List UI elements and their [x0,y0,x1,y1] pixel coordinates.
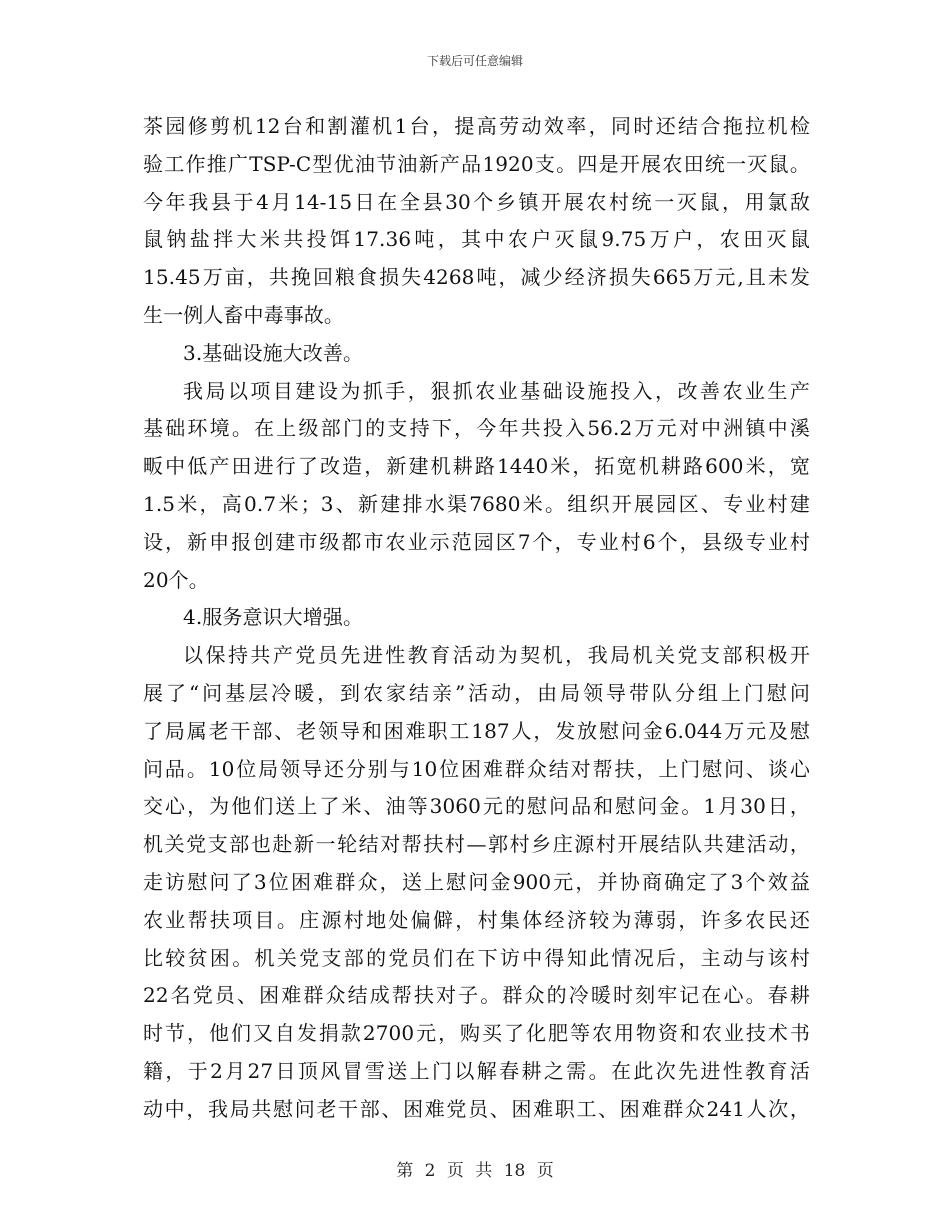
text-line: 动中，我局共慰问老干部、困难党员、困难职工、困难群众241人次， [143,1096,810,1121]
page-header-note: 下载后可任意编辑 [426,54,523,68]
text-line: 今年我县于4月14-15日在全县30个乡镇开展农村统一灭鼠，用氯敌 [143,189,810,214]
text-line: 农业帮扶项目。庄源村地处偏僻，村集体经济较为薄弱，许多农民还 [143,907,810,932]
text-line: 走访慰问了3位困难群众，送上慰问金900元，并协商确定了3个效益 [143,869,810,894]
text-line: 问品。10位局领导还分别与10位困难群众结对帮扶，上门慰问、谈心 [143,756,810,781]
text-line: 交心，为他们送上了米、油等3060元的慰问品和慰问金。1月30日， [143,794,810,819]
text-line: 机关党支部也赴新一轮结对帮扶村—郭村乡庄源村开展结队共建活动， [143,832,810,857]
text-line: 20个。 [143,567,209,592]
text-line: 茶园修剪机12台和割灌机1台，提高劳动效率，同时还结合拖拉机检 [143,114,810,138]
text-line: 以保持共产党员先进性教育活动为契机，我局机关党支部积极开 [183,643,810,668]
text-line: 22名党员、困难群众结成帮扶对子。群众的冷暖时刻牢记在心。春耕 [143,983,810,1008]
text-line: 基础环境。在上级部门的支持下，今年共投入56.2万元对中洲镇中溪 [143,416,810,441]
section-heading: 4.服务意识大增强。 [183,605,364,630]
section-heading: 3.基础设施大改善。 [183,340,364,365]
document-body [143,108,810,1129]
text-line: 1.5米，高0.7米；3、新建排水渠7680米。组织开展园区、专业村建 [143,491,810,516]
text-line: 15.45万亩，共挽回粮食损失4268吨，减少经济损失665万元,且未发 [143,265,810,290]
page-number: 第 2 页 共 18 页 [396,1161,554,1181]
text-line: 设，新申报创建市级都市农业示范园区7个，专业村6个，县级专业村 [143,529,810,554]
text-line: 籍，于2月27日顶风冒雪送上门以解春耕之需。在此次先进性教育活 [143,1058,810,1083]
text-line: 鼠钠盐拌大米共投饵17.36吨，其中农户灭鼠9.75万户，农田灭鼠 [143,227,810,252]
text-line: 展了“问基层冷暖，到农家结亲”活动，由局领导带队分组上门慰问 [143,680,810,705]
text-line: 畈中低产田进行了改造，新建机耕路1440米，拓宽机耕路600米，宽 [143,454,810,479]
text-line: 验工作推广TSP-C型优油节油新产品1920支。四是开展农田统一灭鼠。 [143,151,810,176]
text-line: 时节，他们又自发捐款2700元，购买了化肥等农用物资和农业技术书 [143,1021,810,1046]
text-line: 比较贫困。机关党支部的党员们在下访中得知此情况后，主动与该村 [143,945,810,970]
text-line: 我局以项目建设为抓手，狠抓农业基础设施投入，改善农业生产 [183,378,810,403]
text-line: 了局属老干部、老领导和困难职工187人，发放慰问金6.044万元及慰 [143,718,810,743]
text-line: 生一例人畜中毒事故。 [143,302,344,327]
